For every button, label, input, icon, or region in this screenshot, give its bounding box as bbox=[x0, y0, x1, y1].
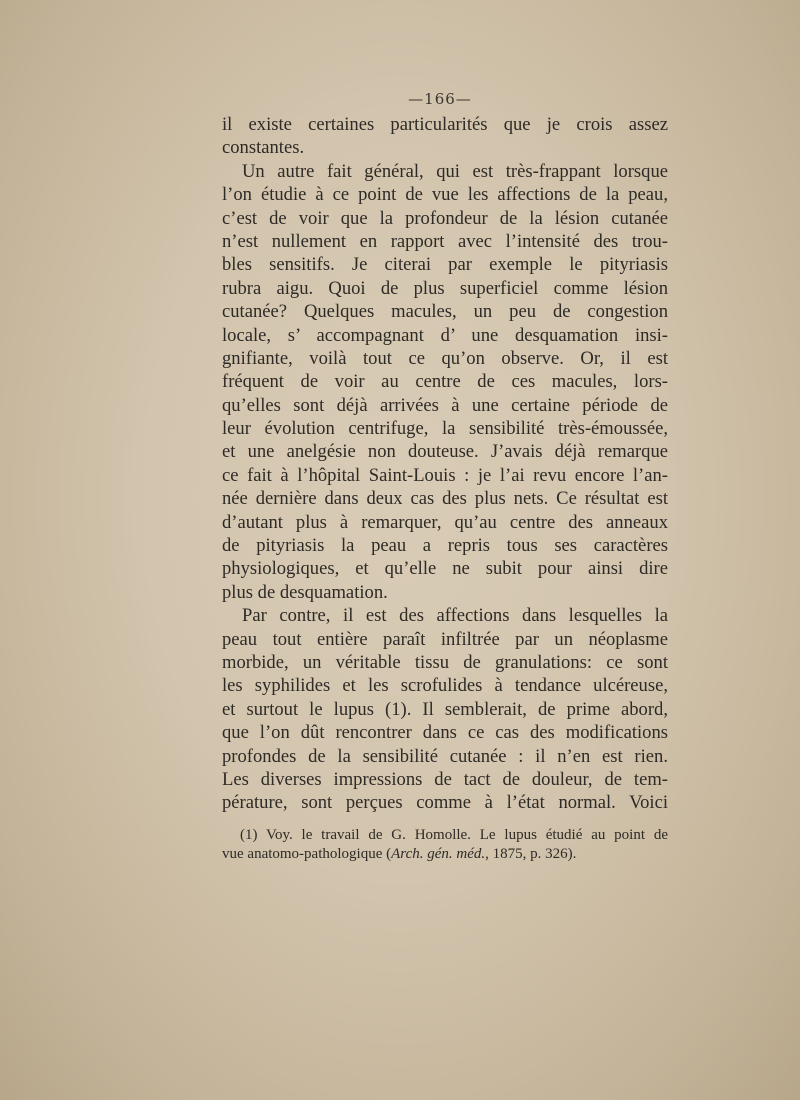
text-line: bles sensitifs. Je citerai par exemple le pityriasis bbox=[222, 254, 668, 276]
text-line: et une anelgésie non douteuse. J’avais déjà remarque bbox=[222, 441, 668, 463]
text-line: locale, s’ accompagnant d’ une desquamation insi- bbox=[222, 324, 668, 346]
text-line: née dernière dans deux cas des plus nets. Ce résultat est bbox=[222, 488, 668, 510]
text-line: l’on étudie à ce point de vue les affections de la peau, bbox=[222, 184, 668, 206]
text-line: plus de desquamation. bbox=[222, 581, 388, 603]
text-line: constantes. bbox=[222, 137, 305, 159]
text-line: d’autant plus à remarquer, qu’au centre des anneaux bbox=[222, 511, 668, 533]
text-line: cutanée? Quelques macules, un peu de congestion bbox=[222, 301, 668, 323]
text-line: Les diverses impressions de tact de douleur, de tem- bbox=[222, 768, 668, 790]
text-line: et surtout le lupus (1). Il semblerait, de prime abord, bbox=[222, 698, 668, 720]
text-line: Par contre, il est des affections dans lesquelles la bbox=[242, 605, 668, 627]
page-number: —166— bbox=[408, 90, 472, 108]
footnote-line bbox=[222, 845, 668, 864]
text-line: qu’elles sont déjà arrivées à une certaine période de bbox=[222, 394, 668, 416]
footnote-line: (1) Voy. le travail de G. Homolle. Le lupus étudié au point de bbox=[240, 827, 668, 843]
text-line: pérature, sont perçues comme à l’état normal. Voici bbox=[222, 792, 668, 814]
text-line: leur évolution centrifuge, la sensibilité très-émoussée, bbox=[222, 418, 668, 440]
text-line: morbide, un véritable tissu de granulations: ce sont bbox=[222, 651, 668, 673]
text-line: rubra aigu. Quoi de plus superficiel comme lésion bbox=[222, 277, 668, 299]
text-line: ce fait à l’hôpital Saint-Louis : je l’ai revu encore l’an- bbox=[222, 464, 668, 486]
text-line: physiologiques, et qu’elle ne subit pour ainsi dire bbox=[222, 558, 668, 580]
text-line: gnifiante, voilà tout ce qu’on observe. Or, il est bbox=[222, 347, 668, 369]
footnotes bbox=[222, 826, 668, 864]
text-line: peau tout entière paraît infiltrée par un néoplasme bbox=[222, 628, 668, 650]
text-line: de pityriasis la peau a repris tous ses caractères bbox=[222, 535, 668, 557]
text-line: Un autre fait général, qui est très-frappant lorsque bbox=[242, 160, 668, 182]
text-line: profondes de la sensibilité cutanée : il n’en est rien. bbox=[222, 745, 668, 767]
text-line: il existe certaines particularités que je crois assez bbox=[222, 114, 668, 135]
footnote-journal-citation: Arch. gén. méd. bbox=[391, 846, 486, 862]
text-line: les syphilides et les scrofulides à tendance ulcéreuse, bbox=[222, 675, 668, 697]
text-line: n’est nullement en rapport avec l’intensité des trou- bbox=[222, 230, 668, 252]
footnote-text-end: , 1875, p. 326). bbox=[485, 846, 577, 862]
text-line: que l’on dût rencontrer dans ce cas des modifications bbox=[222, 722, 668, 744]
body-text bbox=[222, 113, 668, 815]
text-line: c’est de voir que la profondeur de la lésion cutanée bbox=[222, 207, 668, 229]
footnote-text-start: vue anatomo-pathologique ( bbox=[222, 846, 392, 862]
text-line: fréquent de voir au centre de ces macules, lors- bbox=[222, 371, 668, 393]
